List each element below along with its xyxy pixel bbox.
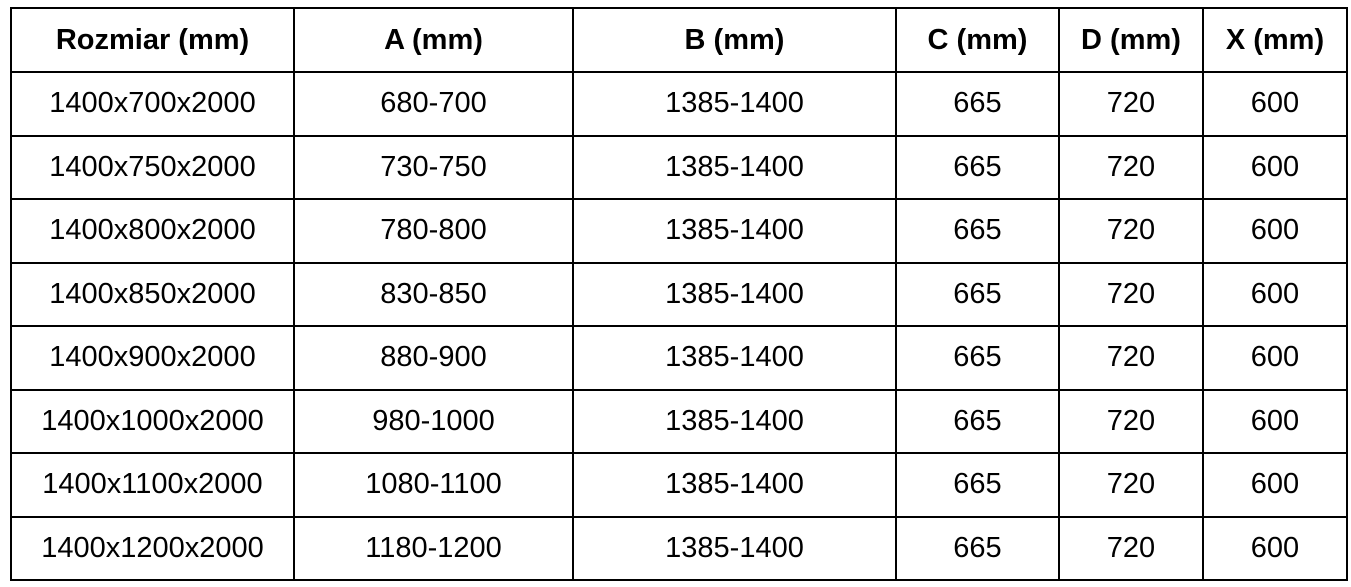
- table-row: [11, 326, 1347, 390]
- table-cell: 1385-1400: [573, 326, 896, 390]
- table-cell: 720: [1059, 199, 1203, 263]
- header-cell: B (mm): [573, 8, 896, 72]
- table-cell: 1080-1100: [294, 453, 573, 517]
- table-cell: 1385-1400: [573, 390, 896, 454]
- table-cell: 1385-1400: [573, 199, 896, 263]
- table-cell: 665: [896, 390, 1059, 454]
- dimension-table: [10, 7, 1348, 581]
- header-cell: A (mm): [294, 8, 573, 72]
- table-cell: 600: [1203, 263, 1347, 327]
- table-cell: 780-800: [294, 199, 573, 263]
- table-cell: 720: [1059, 517, 1203, 581]
- table-cell: 1385-1400: [573, 453, 896, 517]
- table-cell: 665: [896, 72, 1059, 136]
- header-cell: C (mm): [896, 8, 1059, 72]
- table-cell: 1385-1400: [573, 263, 896, 327]
- table-cell: 980-1000: [294, 390, 573, 454]
- table-cell: 1385-1400: [573, 136, 896, 200]
- table-cell: 665: [896, 517, 1059, 581]
- table-cell: 720: [1059, 326, 1203, 390]
- table-cell: 720: [1059, 390, 1203, 454]
- table-cell: 600: [1203, 517, 1347, 581]
- table-cell: 665: [896, 453, 1059, 517]
- table-cell: 600: [1203, 326, 1347, 390]
- table-cell: 720: [1059, 136, 1203, 200]
- table-row: [11, 199, 1347, 263]
- table-cell: 680-700: [294, 72, 573, 136]
- table-cell: 600: [1203, 199, 1347, 263]
- table-cell: 1400x1000x2000: [11, 390, 294, 454]
- table-cell: 730-750: [294, 136, 573, 200]
- table-cell: 1400x900x2000: [11, 326, 294, 390]
- table-cell: 1385-1400: [573, 72, 896, 136]
- table-cell: 720: [1059, 72, 1203, 136]
- table-cell: 1400x850x2000: [11, 263, 294, 327]
- table-cell: 600: [1203, 136, 1347, 200]
- table-cell: 1400x1100x2000: [11, 453, 294, 517]
- header-cell: X (mm): [1203, 8, 1347, 72]
- table-row: [11, 390, 1347, 454]
- table-cell: 1400x750x2000: [11, 136, 294, 200]
- table-cell: 665: [896, 326, 1059, 390]
- table-cell: 665: [896, 199, 1059, 263]
- header-cell: Rozmiar (mm): [11, 8, 294, 72]
- table-row: [11, 453, 1347, 517]
- header-row: [11, 8, 1347, 72]
- table-cell: 600: [1203, 453, 1347, 517]
- table-row: [11, 136, 1347, 200]
- table-cell: 1400x700x2000: [11, 72, 294, 136]
- table-body: [11, 72, 1347, 580]
- table-row: [11, 72, 1347, 136]
- table-cell: 720: [1059, 453, 1203, 517]
- table-cell: 1385-1400: [573, 517, 896, 581]
- table-cell: 1400x800x2000: [11, 199, 294, 263]
- table-cell: 880-900: [294, 326, 573, 390]
- table-cell: 600: [1203, 72, 1347, 136]
- header-cell: D (mm): [1059, 8, 1203, 72]
- table-cell: 665: [896, 136, 1059, 200]
- table-row: [11, 263, 1347, 327]
- table-cell: 720: [1059, 263, 1203, 327]
- table-cell: 1180-1200: [294, 517, 573, 581]
- table-cell: 830-850: [294, 263, 573, 327]
- table-row: [11, 517, 1347, 581]
- table-cell: 600: [1203, 390, 1347, 454]
- table-cell: 665: [896, 263, 1059, 327]
- table-cell: 1400x1200x2000: [11, 517, 294, 581]
